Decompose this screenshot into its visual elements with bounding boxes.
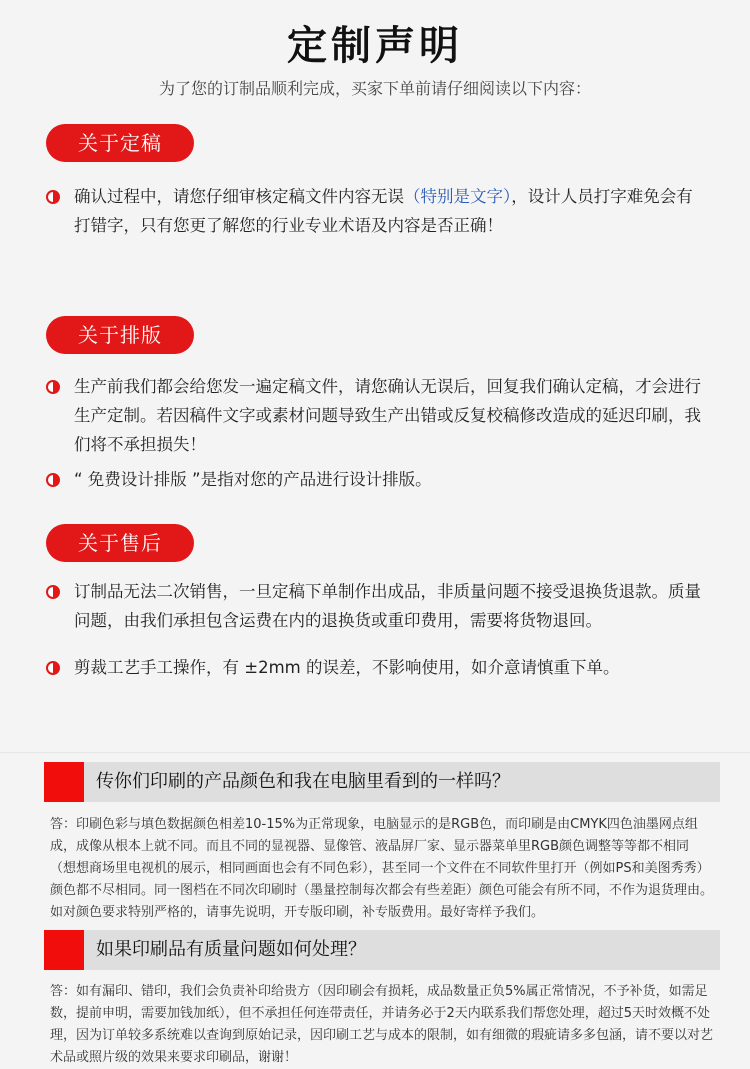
list-item (46, 182, 706, 240)
faq-question-quality (44, 930, 720, 970)
item-text: 订制品无法二次销售，一旦定稿下单制作出成品，非质量问题不接受退换货退款。质量问题，由我们承担包含运费在内的退换货或重印费用，需要将货物退回。 (74, 582, 701, 630)
item-text: 确认过程中，请您仔细审核定稿文件内容无误 (74, 187, 404, 206)
section-pill-layout: 关于排版 (46, 316, 194, 354)
page-subtitle: 为了您的订制品顺利完成，买家下单前请仔细阅读以下内容： (158, 79, 591, 98)
item-text: 生产前我们都会给您发一遍定稿文件，请您确认无误后，回复我们确认定稿，才会进行生产定制。若因稿件文字或素材问题导致生产出错或反复校稿修改造成的延迟印刷，我们将不承担损失！ (74, 377, 701, 454)
faq-marker (44, 762, 84, 802)
list-item (46, 372, 706, 459)
section-pill-after-sales: 关于售后 (46, 524, 194, 562)
faq-question-text: 传你们印刷的产品颜色和我在电脑里看到的一样吗？ (96, 771, 510, 792)
item-highlight: （特别是文字） (404, 187, 512, 206)
list-item (46, 653, 706, 682)
faq-question-text: 如果印刷品有质量问题如何处理？ (96, 939, 366, 960)
list-item (46, 577, 706, 635)
bullet-icon (46, 190, 60, 204)
faq-answer-color: 答：印刷色彩与填色数据颜色相差10-15%为正常现象，电脑显示的是RGB色，而印刷是由CMYK四色油墨网点组成，成像从根本上就不同。而且不同的显视器、显像管、液晶屏厂家、显示器菜单里RGB颜色调整等等都不相同（想想商场里电视机的展示，相同画面也会有不同色彩），甚至同一个文件在不同软件里打开（例如PS和美图秀秀）颜色都不尽相同。同一图档在不同次印刷时（墨量控制每次都会有些差距）颜色可能会有所不同，不作为退货理由。如对颜色要求特别严格的，请事先说明，开专版印刷，补专版费用。最好寄样予我们。 (50, 817, 714, 920)
section-pill-finalization: 关于定稿 (46, 124, 194, 162)
bullet-icon (46, 473, 60, 487)
faq-marker (44, 930, 84, 970)
bullet-icon (46, 380, 60, 394)
bullet-icon (46, 661, 60, 675)
page-title: 定制声明 (287, 23, 463, 69)
list-item (46, 465, 706, 494)
bullet-icon (46, 585, 60, 599)
divider (0, 752, 750, 753)
item-text: 剪裁工艺手工操作，有 ±2mm 的误差，不影响使用，如介意请慎重下单。 (74, 658, 620, 677)
item-text: “ 免费设计排版 ”是指对您的产品进行设计排版。 (74, 470, 432, 489)
item-text: ，设计人员打字难免会有打错字，只有您更了解您的行业专业术语及内容是否正确！ (74, 187, 693, 235)
faq-answer-quality: 答：如有漏印、错印，我们会负责补印给贵方（因印刷会有损耗，成品数量正负5%属正常情况，不予补货，如需足数，提前申明，需要加钱加纸），但不承担任何连带责任，并请务必于2天内联系我们帮您处理，超过5天时效概不处理，因为订单较多系统难以查询到原始记录，因印刷工艺与成本的限制，如有细微的瑕疵请多多包涵，请不要以对艺术品或照片级的效果来要求印刷品，谢谢！ (50, 984, 714, 1065)
faq-question-color (44, 762, 720, 802)
